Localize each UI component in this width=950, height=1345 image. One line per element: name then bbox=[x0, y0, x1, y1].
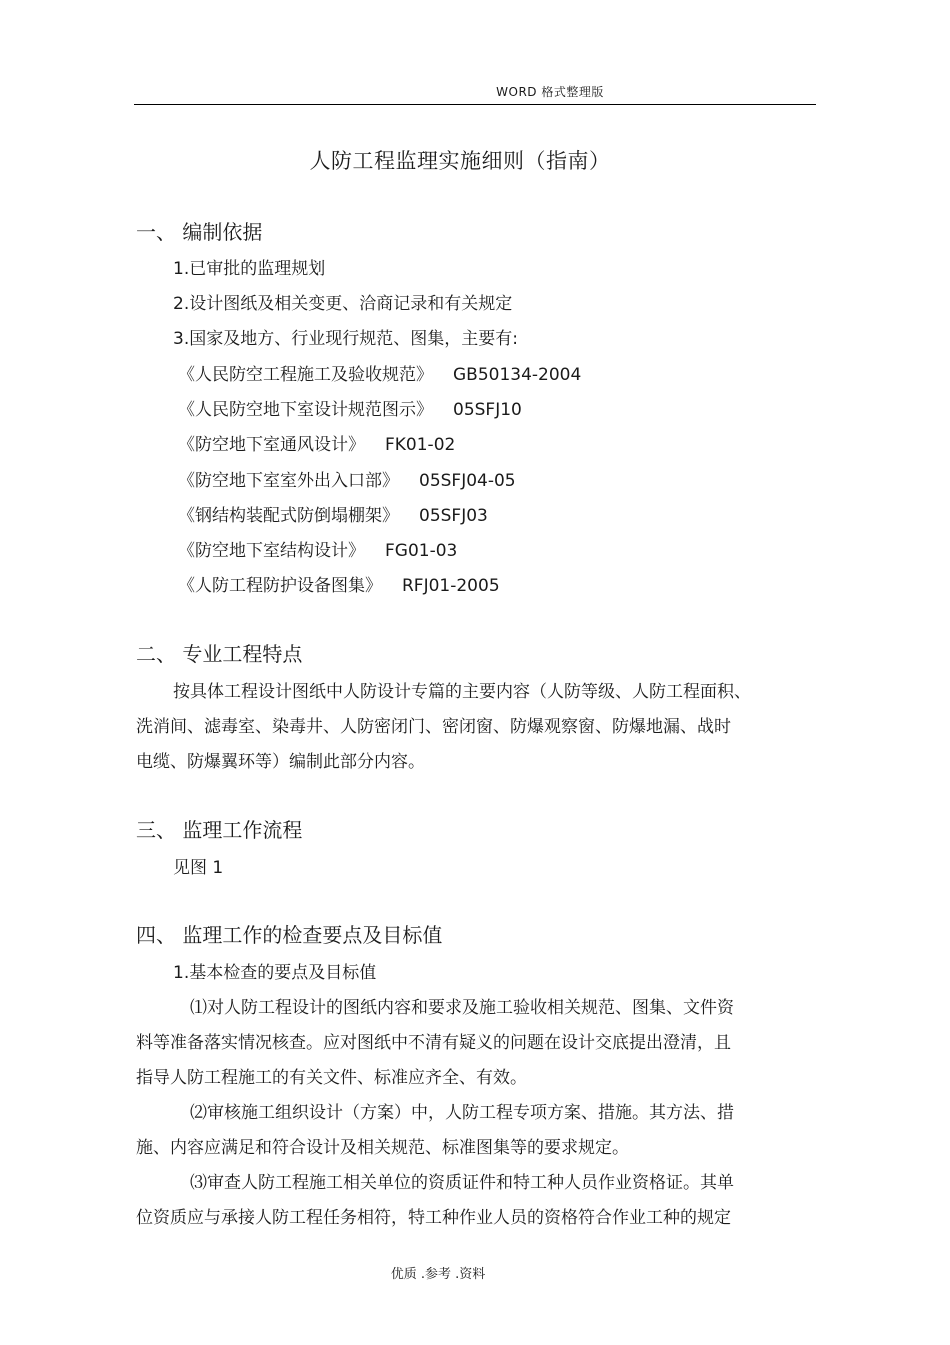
subheading: 1.基本检查的要点及目标值 bbox=[173, 963, 377, 983]
reference-item bbox=[178, 430, 455, 455]
header-divider bbox=[134, 104, 816, 105]
document-title bbox=[0, 145, 950, 175]
reference-code: 05SFJ03 bbox=[419, 506, 488, 526]
reference-name: 《人民防空地下室设计规范图示》 bbox=[178, 400, 433, 420]
paragraph-line: 料等准备落实情况核查。应对图纸中不清有疑义的问题在设计交底提出澄清，且 bbox=[136, 1033, 731, 1053]
page-header-text: WORD 格式整理版 bbox=[496, 85, 604, 99]
reference-code: FK01-02 bbox=[385, 435, 456, 455]
paragraph-line: ⑵审核施工组织设计（方案）中，人防工程专项方案、措施。其方法、措 bbox=[190, 1103, 734, 1123]
paragraph-line: 指导人防工程施工的有关文件、标准应齐全、有效。 bbox=[136, 1068, 527, 1088]
reference-code: 05SFJ10 bbox=[453, 400, 522, 420]
section-heading-2: 二、 专业工程特点 bbox=[136, 642, 303, 666]
document-title-text: 人防工程监理实施细则（指南） bbox=[309, 149, 611, 173]
section-heading-3: 三、 监理工作流程 bbox=[136, 818, 303, 842]
reference-item bbox=[178, 571, 500, 596]
reference-name: 《防空地下室室外出入口部》 bbox=[178, 471, 399, 491]
list-item: 1.已审批的监理规划 bbox=[173, 259, 326, 279]
reference-name: 《防空地下室通风设计》 bbox=[178, 435, 365, 455]
reference-item bbox=[178, 501, 488, 526]
reference-name: 《人民防空工程施工及验收规范》 bbox=[178, 365, 433, 385]
page-footer bbox=[0, 1263, 950, 1282]
page-header bbox=[0, 83, 950, 100]
paragraph-line: 见图 1 bbox=[173, 858, 224, 878]
reference-name: 《防空地下室结构设计》 bbox=[178, 541, 365, 561]
section-heading-4: 四、 监理工作的检查要点及目标值 bbox=[136, 923, 443, 947]
paragraph-line: ⑶审查人防工程施工相关单位的资质证件和特工种人员作业资格证。其单 bbox=[190, 1173, 734, 1193]
paragraph-line: 位资质应与承接人防工程任务相符，特工种作业人员的资格符合作业工种的规定 bbox=[136, 1208, 731, 1228]
reference-name: 《钢结构装配式防倒塌棚架》 bbox=[178, 506, 399, 526]
paragraph-line: 施、内容应满足和符合设计及相关规范、标准图集等的要求规定。 bbox=[136, 1138, 629, 1158]
reference-code: FG01-03 bbox=[385, 541, 458, 561]
reference-item bbox=[178, 466, 516, 491]
reference-code: 05SFJ04-05 bbox=[419, 471, 516, 491]
reference-item bbox=[178, 395, 522, 420]
list-item: 3.国家及地方、行业现行规范、图集，主要有: bbox=[173, 329, 518, 349]
paragraph-line: 洗消间、滤毒室、染毒井、人防密闭门、密闭窗、防爆观察窗、防爆地漏、战时 bbox=[136, 717, 731, 737]
paragraph-line: 电缆、防爆翼环等）编制此部分内容。 bbox=[136, 752, 425, 772]
list-item: 2.设计图纸及相关变更、洽商记录和有关规定 bbox=[173, 294, 513, 314]
reference-name: 《人防工程防护设备图集》 bbox=[178, 576, 382, 596]
paragraph-line: ⑴对人防工程设计的图纸内容和要求及施工验收相关规范、图集、文件资 bbox=[190, 998, 734, 1018]
reference-item bbox=[178, 536, 457, 561]
section-heading-1: 一、 编制依据 bbox=[136, 220, 263, 244]
reference-code: GB50134-2004 bbox=[453, 365, 582, 385]
paragraph-line: 按具体工程设计图纸中人防设计专篇的主要内容（人防等级、人防工程面积、 bbox=[173, 682, 751, 702]
page-footer-text: 优质 .参考 .资料 bbox=[390, 1267, 486, 1282]
reference-code: RFJ01-2005 bbox=[402, 576, 500, 596]
reference-item bbox=[178, 360, 581, 385]
